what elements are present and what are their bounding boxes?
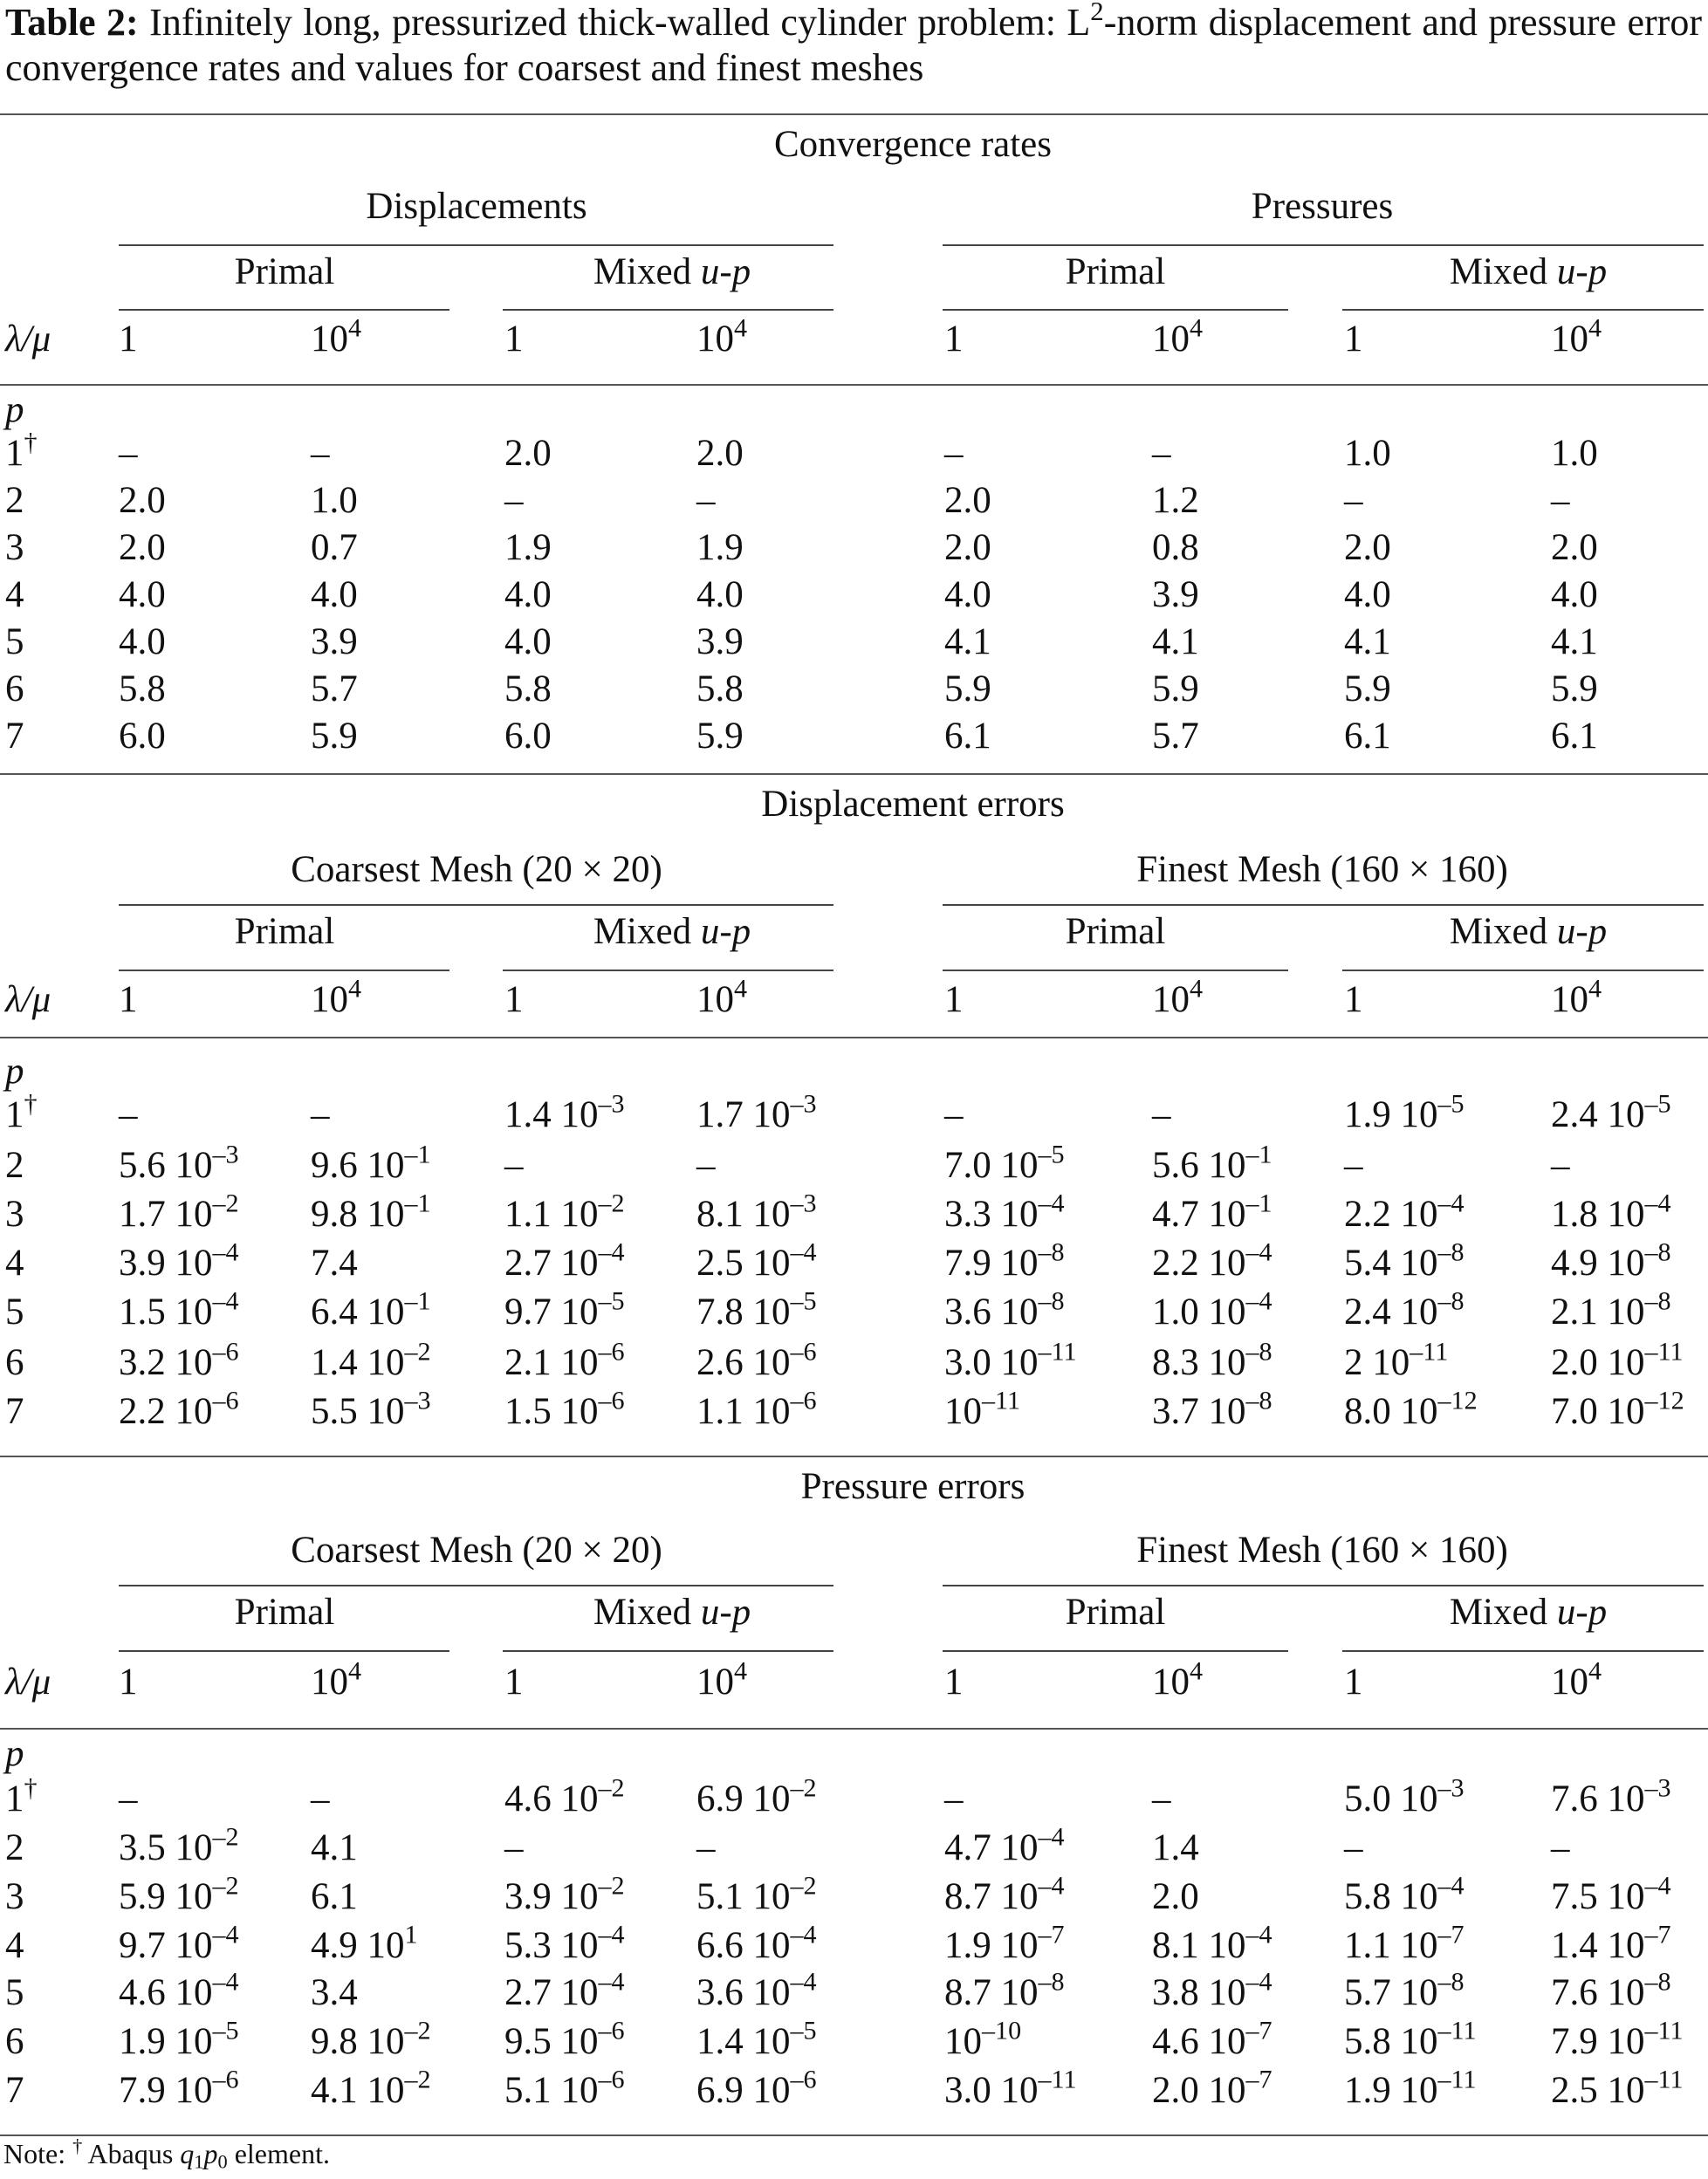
table-cell: 1.9 $10^{-11}$: [1344, 2064, 1477, 2111]
table-cell: 1.0 $10^{-4}$: [1152, 1285, 1272, 1333]
table-caption: [5, 0, 1702, 91]
mixed-variable: u-p: [1556, 251, 1608, 292]
primal-header: Primal: [1065, 251, 1166, 292]
mixed-label: Mixed: [593, 1592, 701, 1633]
table-cell: 2.1 $10^{-6}$: [504, 1336, 625, 1383]
table-cell: 3.8 $10^{-4}$: [1152, 1966, 1272, 2013]
mixed-variable: u-p: [700, 251, 751, 292]
subgroup-rule: [503, 970, 833, 971]
table-cell: 4.0: [311, 574, 358, 615]
subgroup-rule: [943, 1650, 1288, 1652]
row-order: 1†: [5, 1088, 38, 1135]
table-cell: 2 $10^{-11}$: [1344, 1336, 1449, 1383]
subgroup-rule: [943, 309, 1288, 311]
table-cell: 4.1 $10^{-2}$: [311, 2064, 431, 2111]
table-cell: 2.4 $10^{-8}$: [1344, 1285, 1464, 1333]
table-cell: 4.0: [504, 621, 552, 662]
table-cell: 1.0: [1344, 433, 1391, 474]
mixed-label: Mixed: [1449, 1592, 1557, 1633]
table-cell: 4.1: [1551, 621, 1598, 662]
table-cell: 4.0: [119, 574, 166, 615]
table-cell: 0.7: [311, 527, 358, 568]
ratio-value: $10^4$: [1152, 312, 1204, 360]
table-cell: 3.4: [311, 1972, 358, 2013]
column-group-rule: [119, 904, 833, 906]
table-cell: 4.1: [1152, 621, 1199, 662]
table-cell: 1.5 $10^{-6}$: [504, 1385, 625, 1432]
header-bottom-rule: [0, 1037, 1708, 1038]
table-cell: 8.1 $10^{-4}$: [1152, 1919, 1272, 1966]
table-cell: 4.6 $10^{-4}$: [119, 1966, 239, 2013]
table-cell: 3.9: [696, 621, 744, 662]
table-cell: 8.7 $10^{-8}$: [944, 1966, 1065, 2013]
ratio-label: λ/μ: [5, 979, 51, 1020]
table-cell: 4.6 $10^{-2}$: [504, 1772, 625, 1819]
table-cell: 3.6 $10^{-4}$: [696, 1966, 817, 2013]
table-cell: 4.1: [944, 621, 991, 662]
table-cell: 2.5 $10^{-11}$: [1551, 2064, 1684, 2111]
table-cell: 1.4: [1152, 1827, 1199, 1868]
table-cell: 1.9 $10^{-5}$: [1344, 1088, 1464, 1135]
mixed-up-header: [1450, 910, 1607, 954]
column-group-rule: [943, 904, 1704, 906]
table-cell: 9.5 $10^{-6}$: [504, 2015, 625, 2062]
ratio-value: $10^4$: [1152, 973, 1204, 1020]
table-cell: 2.0: [944, 480, 991, 521]
mixed-up-header: [593, 1591, 751, 1634]
table-cell: 4.9 $10^1$: [311, 1919, 418, 1966]
subgroup-rule: [503, 309, 833, 311]
table-cell: 4.0: [1344, 574, 1391, 615]
table-cell: 9.8 $10^{-2}$: [311, 2015, 431, 2062]
column-group-header: Pressures: [1251, 186, 1394, 227]
mixed-label: Mixed: [1449, 911, 1557, 952]
table-cell: 5.9: [944, 668, 991, 709]
column-group-header: Coarsest Mesh (20 × 20): [291, 849, 662, 890]
subgroup-rule: [119, 970, 449, 971]
table-cell: 1.8 $10^{-4}$: [1551, 1188, 1671, 1235]
table-cell: 5.7: [311, 668, 358, 709]
row-order: 4: [5, 1243, 24, 1284]
column-group-rule: [943, 1585, 1704, 1586]
table-cell: –: [696, 1145, 716, 1186]
ratio-value: 1: [1344, 979, 1363, 1020]
section-title: Displacement errors: [761, 784, 1065, 825]
subgroup-rule: [119, 1650, 449, 1652]
table-cell: –: [311, 433, 330, 474]
table-cell: 5.3 $10^{-4}$: [504, 1919, 625, 1966]
table-cell: –: [1344, 480, 1363, 521]
row-order: 1†: [5, 1772, 38, 1819]
table-cell: $10^{-10}$: [944, 2015, 1022, 2062]
column-group-header: Finest Mesh (160 × 160): [1136, 1530, 1508, 1571]
table-cell: 6.6 $10^{-4}$: [696, 1919, 817, 1966]
table-cell: –: [944, 1094, 964, 1135]
ratio-value: $10^4$: [696, 1655, 748, 1703]
table-cell: 2.2 $10^{-4}$: [1344, 1188, 1464, 1235]
table-cell: 5.6 $10^{-3}$: [119, 1139, 239, 1186]
ratio-value: $10^4$: [1551, 1655, 1602, 1703]
subgroup-rule: [943, 970, 1288, 971]
subgroup-rule: [503, 1650, 833, 1652]
section-top-rule: [0, 1456, 1708, 1457]
row-order: 6: [5, 1342, 24, 1383]
caption-text: Infinitely long, pressurized thick-walled cylinder problem: $L^2$-norm displacement and pressure error convergence rates and values for coarsest and finest meshes: [5, 0, 1702, 89]
table-cell: 9.7 $10^{-5}$: [504, 1285, 625, 1333]
ratio-value: 1: [1344, 1662, 1363, 1703]
table-cell: 7.0 $10^{-5}$: [944, 1139, 1065, 1186]
table-cell: 3.6 $10^{-8}$: [944, 1285, 1065, 1333]
table-cell: 7.4: [311, 1243, 358, 1284]
p-label: p: [5, 1051, 24, 1092]
table-cell: 6.1: [1344, 716, 1391, 757]
table-cell: –: [1551, 480, 1570, 521]
table-cell: 3.0 $10^{-11}$: [944, 1336, 1077, 1383]
table-cell: 0.8: [1152, 527, 1199, 568]
ratio-value: 1: [944, 979, 964, 1020]
table-cell: 5.9: [1344, 668, 1391, 709]
table-cell: 3.2 $10^{-6}$: [119, 1336, 239, 1383]
subgroup-rule: [119, 309, 449, 311]
table-cell: 5.0 $10^{-3}$: [1344, 1772, 1464, 1819]
table-cell: 8.0 $10^{-12}$: [1344, 1385, 1478, 1432]
row-order: 2: [5, 1827, 24, 1868]
table-cell: 4.0: [119, 621, 166, 662]
table-cell: 7.6 $10^{-8}$: [1551, 1966, 1671, 2013]
subgroup-rule: [1342, 1650, 1704, 1652]
row-order: 7: [5, 1391, 24, 1432]
table-cell: 2.5 $10^{-4}$: [696, 1237, 817, 1284]
table-cell: 7.9 $10^{-8}$: [944, 1237, 1065, 1284]
table-cell: 5.4 $10^{-8}$: [1344, 1237, 1464, 1284]
table-cell: 3.3 $10^{-4}$: [944, 1188, 1065, 1235]
table-cell: –: [504, 1145, 524, 1186]
primal-header: Primal: [234, 1592, 335, 1633]
row-order: 5: [5, 1972, 24, 2013]
ratio-value: 1: [944, 319, 964, 360]
row-order: 1†: [5, 427, 38, 474]
table-cell: 4.0: [504, 574, 552, 615]
table-cell: 5.8 $10^{-4}$: [1344, 1870, 1464, 1917]
table-cell: 5.1 $10^{-6}$: [504, 2064, 625, 2111]
table-cell: –: [1152, 433, 1171, 474]
table-cell: 2.0: [696, 433, 744, 474]
row-order: 2: [5, 480, 24, 521]
table-cell: 5.9: [311, 716, 358, 757]
subgroup-rule: [1342, 970, 1704, 971]
row-order: 3: [5, 1194, 24, 1235]
table-cell: –: [119, 1778, 138, 1819]
row-order: 2: [5, 1145, 24, 1186]
column-group-header: Finest Mesh (160 × 160): [1136, 849, 1508, 890]
mixed-up-header: [1450, 1591, 1607, 1634]
p-label: p: [5, 389, 24, 430]
ratio-value: $10^4$: [696, 973, 748, 1020]
table-cell: 2.0: [119, 480, 166, 521]
table-cell: 1.9 $10^{-5}$: [119, 2015, 239, 2062]
column-group-header: Coarsest Mesh (20 × 20): [291, 1530, 662, 1571]
table-cell: –: [311, 1094, 330, 1135]
column-group-rule: [943, 244, 1704, 246]
table-cell: 1.7 $10^{-2}$: [119, 1188, 239, 1235]
table-cell: 6.1: [1551, 716, 1598, 757]
ratio-value: 1: [1344, 319, 1363, 360]
table-cell: 4.1: [311, 1827, 358, 1868]
table-cell: 3.9: [311, 621, 358, 662]
mixed-variable: u-p: [700, 911, 751, 952]
table-cell: –: [1344, 1145, 1363, 1186]
table-cell: 3.9 $10^{-2}$: [504, 1870, 625, 1917]
table-cell: 4.1: [1344, 621, 1391, 662]
table-cell: 3.7 $10^{-8}$: [1152, 1385, 1272, 1432]
table-cell: 1.9 $10^{-7}$: [944, 1919, 1065, 1966]
ratio-value: 1: [119, 979, 138, 1020]
ratio-value: $10^4$: [1152, 1655, 1204, 1703]
row-order: 5: [5, 1292, 24, 1333]
ratio-label: λ/μ: [5, 1662, 51, 1703]
table-cell: 7.9 $10^{-11}$: [1551, 2015, 1684, 2062]
column-group-header: Displacements: [366, 186, 587, 227]
ratio-value: 1: [119, 319, 138, 360]
table-cell: 4.0: [1551, 574, 1598, 615]
table-cell: 2.0: [1344, 527, 1391, 568]
table-cell: 2.0: [1152, 1876, 1199, 1917]
table-note: [3, 2136, 330, 2171]
ratio-label: λ/μ: [5, 319, 51, 360]
table-cell: –: [1551, 1827, 1570, 1868]
primal-header: Primal: [234, 911, 335, 952]
row-order: 6: [5, 2021, 24, 2062]
table-cell: 1.4 $10^{-7}$: [1551, 1919, 1671, 1966]
row-order: 7: [5, 2070, 24, 2111]
row-order: 4: [5, 574, 24, 615]
table-cell: 1.9: [504, 527, 552, 568]
table-cell: –: [504, 1827, 524, 1868]
column-group-rule: [119, 1585, 833, 1586]
table-cell: 6.1: [944, 716, 991, 757]
table-cell: –: [504, 480, 524, 521]
table-cell: 7.8 $10^{-5}$: [696, 1285, 817, 1333]
table-cell: 2.2 $10^{-4}$: [1152, 1237, 1272, 1284]
table-cell: 4.7 $10^{-1}$: [1152, 1188, 1272, 1235]
table-cell: 1.4 $10^{-3}$: [504, 1088, 625, 1135]
table-cell: 1.9: [696, 527, 744, 568]
note-text: Note: † Abaqus $q_1p_0$ element.: [3, 2134, 330, 2173]
ratio-value: $10^4$: [311, 312, 362, 360]
table-cell: –: [1152, 1778, 1171, 1819]
row-order: 4: [5, 1925, 24, 1966]
table-cell: 2.1 $10^{-8}$: [1551, 1285, 1671, 1333]
mixed-up-header: [593, 910, 751, 954]
table-cell: 1.1 $10^{-6}$: [696, 1385, 817, 1432]
caption-label: Table 2:: [5, 1, 139, 44]
section-title: Pressure errors: [800, 1466, 1025, 1507]
table-cell: 2.0: [944, 527, 991, 568]
table-cell: 4.0: [696, 574, 744, 615]
table-cell: 5.1 $10^{-2}$: [696, 1870, 817, 1917]
table-cell: 1.4 $10^{-5}$: [696, 2015, 817, 2062]
mixed-up-header: [593, 250, 751, 294]
table-cell: 3.5 $10^{-2}$: [119, 1821, 239, 1868]
table-cell: 2.0: [504, 433, 552, 474]
mixed-variable: u-p: [700, 1592, 751, 1633]
table-cell: 5.8 $10^{-11}$: [1344, 2015, 1477, 2062]
table-cell: 2.7 $10^{-4}$: [504, 1237, 625, 1284]
table-cell: –: [1152, 1094, 1171, 1135]
mixed-variable: u-p: [1556, 911, 1608, 952]
section-top-rule: [0, 113, 1708, 115]
table-cell: 5.9 $10^{-2}$: [119, 1870, 239, 1917]
table-cell: 7.9 $10^{-6}$: [119, 2064, 239, 2111]
table-cell: 9.6 $10^{-1}$: [311, 1139, 431, 1186]
p-label: p: [5, 1733, 24, 1774]
table-cell: 2.0: [1551, 527, 1598, 568]
table-cell: 4.9 $10^{-8}$: [1551, 1237, 1671, 1284]
table-cell: 2.6 $10^{-6}$: [696, 1336, 817, 1383]
subgroup-rule: [1342, 309, 1704, 311]
ratio-value: $10^4$: [1551, 312, 1602, 360]
table-cell: 4.7 $10^{-4}$: [944, 1821, 1065, 1868]
table-cell: 1.1 $10^{-2}$: [504, 1188, 625, 1235]
table-cell: 6.1: [311, 1876, 358, 1917]
ratio-value: $10^4$: [311, 1655, 362, 1703]
table-cell: 2.0 $10^{-7}$: [1152, 2064, 1272, 2111]
mixed-variable: u-p: [1556, 1592, 1608, 1633]
row-order: 6: [5, 668, 24, 709]
table-cell: 1.7 $10^{-3}$: [696, 1088, 817, 1135]
table-cell: 5.9: [696, 716, 744, 757]
table-cell: 5.8: [696, 668, 744, 709]
table-cell: 1.5 $10^{-4}$: [119, 1285, 239, 1333]
header-bottom-rule: [0, 384, 1708, 386]
row-order: 3: [5, 527, 24, 568]
table-cell: 5.8: [504, 668, 552, 709]
table-cell: 5.7: [1152, 716, 1199, 757]
table-cell: 6.9 $10^{-6}$: [696, 2064, 817, 2111]
mixed-up-header: [1450, 250, 1607, 294]
ratio-value: 1: [504, 1662, 524, 1703]
mixed-label: Mixed: [593, 251, 701, 292]
table-cell: 6.0: [119, 716, 166, 757]
table-cell: 1.4 $10^{-2}$: [311, 1336, 431, 1383]
table-cell: 2.2 $10^{-6}$: [119, 1385, 239, 1432]
row-order: 3: [5, 1876, 24, 1917]
ratio-value: $10^4$: [696, 312, 748, 360]
table-cell: 1.0: [1551, 433, 1598, 474]
table-cell: 5.8: [119, 668, 166, 709]
table-cell: 6.0: [504, 716, 552, 757]
table-cell: $10^{-11}$: [944, 1385, 1021, 1432]
section-top-rule: [0, 773, 1708, 775]
header-bottom-rule: [0, 1728, 1708, 1730]
primal-header: Primal: [1065, 911, 1166, 952]
table-cell: 2.7 $10^{-4}$: [504, 1966, 625, 2013]
table-cell: 7.6 $10^{-3}$: [1551, 1772, 1671, 1819]
table-cell: –: [696, 480, 716, 521]
mixed-label: Mixed: [593, 911, 701, 952]
primal-header: Primal: [234, 251, 335, 292]
table-cell: 3.9: [1152, 574, 1199, 615]
table-cell: –: [1344, 1827, 1363, 1868]
table-cell: 3.9 $10^{-4}$: [119, 1237, 239, 1284]
primal-header: Primal: [1065, 1592, 1166, 1633]
table-cell: 1.1 $10^{-7}$: [1344, 1919, 1464, 1966]
row-order: 5: [5, 621, 24, 662]
table-cell: 2.0: [119, 527, 166, 568]
table-cell: –: [944, 1778, 964, 1819]
table-cell: 1.2: [1152, 480, 1199, 521]
table-cell: –: [696, 1827, 716, 1868]
ratio-value: $10^4$: [1551, 973, 1602, 1020]
ratio-value: $10^4$: [311, 973, 362, 1020]
table-cell: –: [944, 433, 964, 474]
table-cell: 4.0: [944, 574, 991, 615]
table-cell: 2.4 $10^{-5}$: [1551, 1088, 1671, 1135]
table-cell: 5.9: [1152, 668, 1199, 709]
table-cell: 6.4 $10^{-1}$: [311, 1285, 431, 1333]
row-order: 7: [5, 716, 24, 757]
table-cell: 3.0 $10^{-11}$: [944, 2064, 1077, 2111]
table-cell: –: [119, 433, 138, 474]
table-cell: –: [119, 1094, 138, 1135]
mixed-label: Mixed: [1449, 251, 1557, 292]
table-cell: 9.7 $10^{-4}$: [119, 1919, 239, 1966]
ratio-value: 1: [944, 1662, 964, 1703]
table-cell: 8.1 $10^{-3}$: [696, 1188, 817, 1235]
table-cell: 5.6 $10^{-1}$: [1152, 1139, 1272, 1186]
table-cell: 9.8 $10^{-1}$: [311, 1188, 431, 1235]
table-cell: 8.3 $10^{-8}$: [1152, 1336, 1272, 1383]
ratio-value: 1: [504, 319, 524, 360]
table-cell: 1.0: [311, 480, 358, 521]
table-cell: 5.5 $10^{-3}$: [311, 1385, 431, 1432]
table-cell: 4.6 $10^{-7}$: [1152, 2015, 1272, 2062]
table-cell: 7.0 $10^{-12}$: [1551, 1385, 1684, 1432]
table-cell: 2.0 $10^{-11}$: [1551, 1336, 1684, 1383]
table-cell: 5.9: [1551, 668, 1598, 709]
table-cell: 6.9 $10^{-2}$: [696, 1772, 817, 1819]
table-cell: –: [311, 1778, 330, 1819]
table-cell: –: [1551, 1145, 1570, 1186]
section-title: Convergence rates: [774, 124, 1052, 165]
table-cell: 5.7 $10^{-8}$: [1344, 1966, 1464, 2013]
column-group-rule: [119, 244, 833, 246]
ratio-value: 1: [119, 1662, 138, 1703]
ratio-value: 1: [504, 979, 524, 1020]
table-cell: 7.5 $10^{-4}$: [1551, 1870, 1671, 1917]
table-cell: 8.7 $10^{-4}$: [944, 1870, 1065, 1917]
